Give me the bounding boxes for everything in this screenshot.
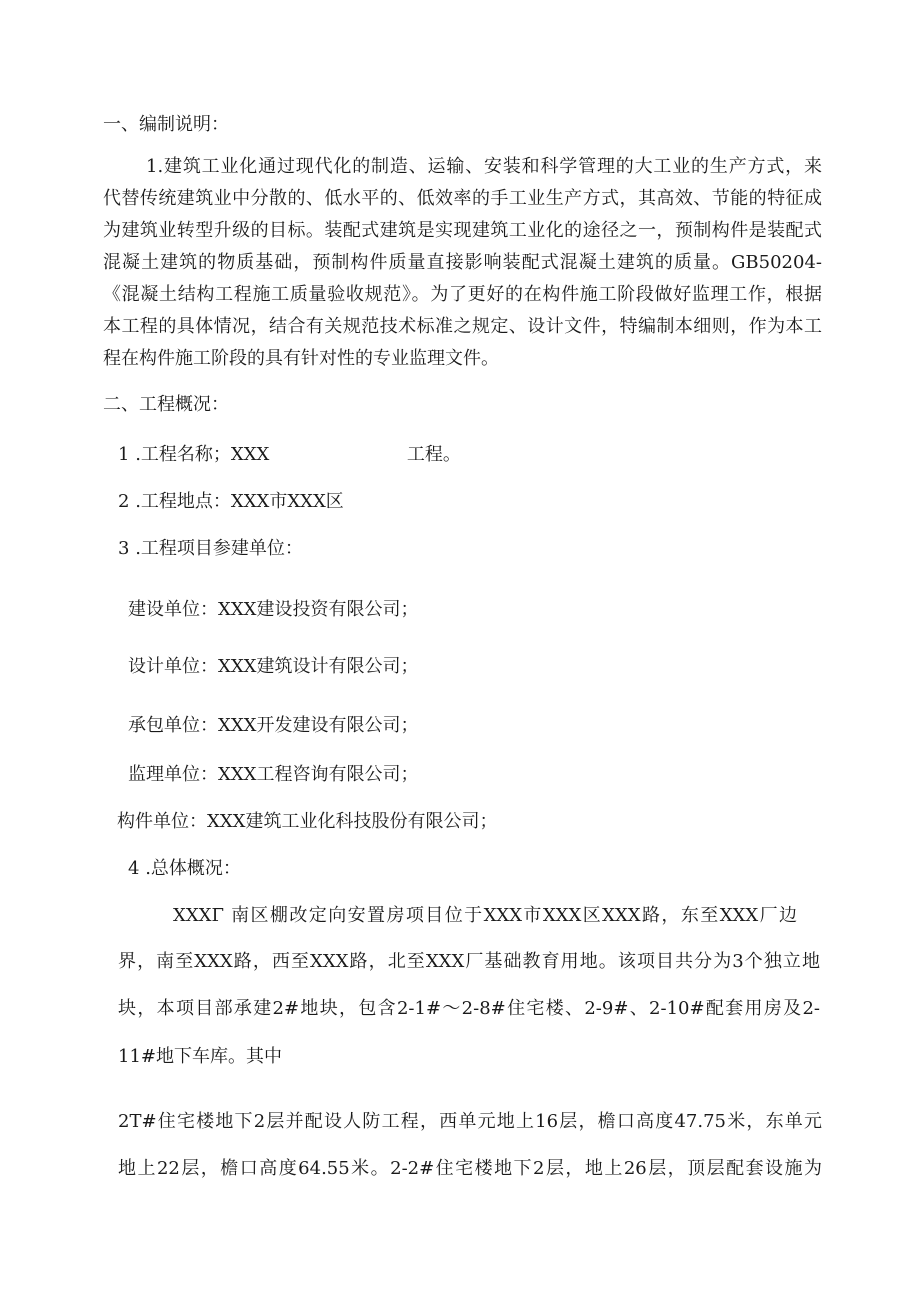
- item-label: .工程地点：XXX市XXX区: [135, 491, 344, 512]
- unit-designer: 设计单位：XXX建筑设计有限公司；: [128, 656, 419, 677]
- section1-heading: 一、编制说明：: [103, 114, 229, 135]
- overview-line: 11#地下车库。其中: [118, 1046, 282, 1067]
- unit-contractor: 承包单位：XXX开发建设有限公司；: [128, 715, 419, 736]
- item-participants: [118, 537, 303, 561]
- overview-line: 块，本项目部承建2#地块，包含2-1#～2-8#住宅楼、2-9#、2-10#配套用房及2-: [118, 998, 820, 1019]
- item-number: 3: [118, 538, 130, 559]
- item-overview: [128, 857, 241, 881]
- unit-component: 构件单位：XXX建筑工业化科技股份有限公司；: [117, 811, 498, 832]
- item-label: .工程项目参建单位：: [135, 538, 303, 559]
- item-project-name: [118, 443, 461, 467]
- para-line: 本工程的具体情况，结合有关规范技术标准之规定、设计文件，特编制本细则，作为本工: [103, 316, 822, 337]
- unit-supervisor: 监理单位：XXX工程咨询有限公司；: [128, 764, 419, 785]
- para-line: 代替传统建筑业中分散的、低水平的、低效率的手工业生产方式，其高效、节能的特征成: [103, 188, 822, 209]
- section2-heading: 二、工程概况：: [103, 394, 229, 415]
- para-line: 1.建筑工业化通过现代化的制造、运输、安装和科学管理的大工业的生产方式，来: [146, 156, 822, 177]
- overview-line: 界，南至XXX路，西至XXX路，北至XXX厂基础教育用地。该项目共分为3个独立地: [118, 951, 820, 972]
- para-line: 混凝土建筑的物质基础，预制构件质量直接影响装配式混凝土建筑的质量。GB50204-: [103, 252, 822, 273]
- para-line: 为建筑业转型升级的目标。装配式建筑是实现建筑工业化的途径之一，预制构件是装配式: [103, 220, 822, 241]
- overview-line: XXXΓ 南区棚改定向安置房项目位于XXX市XXX区XXX路，东至XXX厂边: [173, 905, 797, 926]
- item-tail: 工程。: [406, 444, 461, 465]
- item-number: 4: [128, 858, 140, 879]
- item-label: .总体概况：: [145, 858, 241, 879]
- item-project-location: [118, 490, 344, 514]
- item-label: .工程名称；XXX: [135, 444, 270, 465]
- overview-line: 地上22层，檐口高度64.55米。2-2#住宅楼地下2层，地上26层，顶层配套设施为: [118, 1158, 822, 1179]
- para-line: 《混凝土结构工程施工质量验收规范》。为了更好的在构件施工阶段做好监理工作，根据: [103, 284, 822, 305]
- unit-owner: 建设单位：XXX建设投资有限公司；: [128, 599, 419, 620]
- item-number: 2: [118, 491, 130, 512]
- para-line: 程在构件施工阶段的具有针对性的专业监理文件。: [103, 348, 499, 369]
- overview-line: 2T#住宅楼地下2层并配设人防工程，西单元地上16层，檐口高度47.75米，东单元: [118, 1111, 822, 1132]
- item-number: 1: [118, 444, 130, 465]
